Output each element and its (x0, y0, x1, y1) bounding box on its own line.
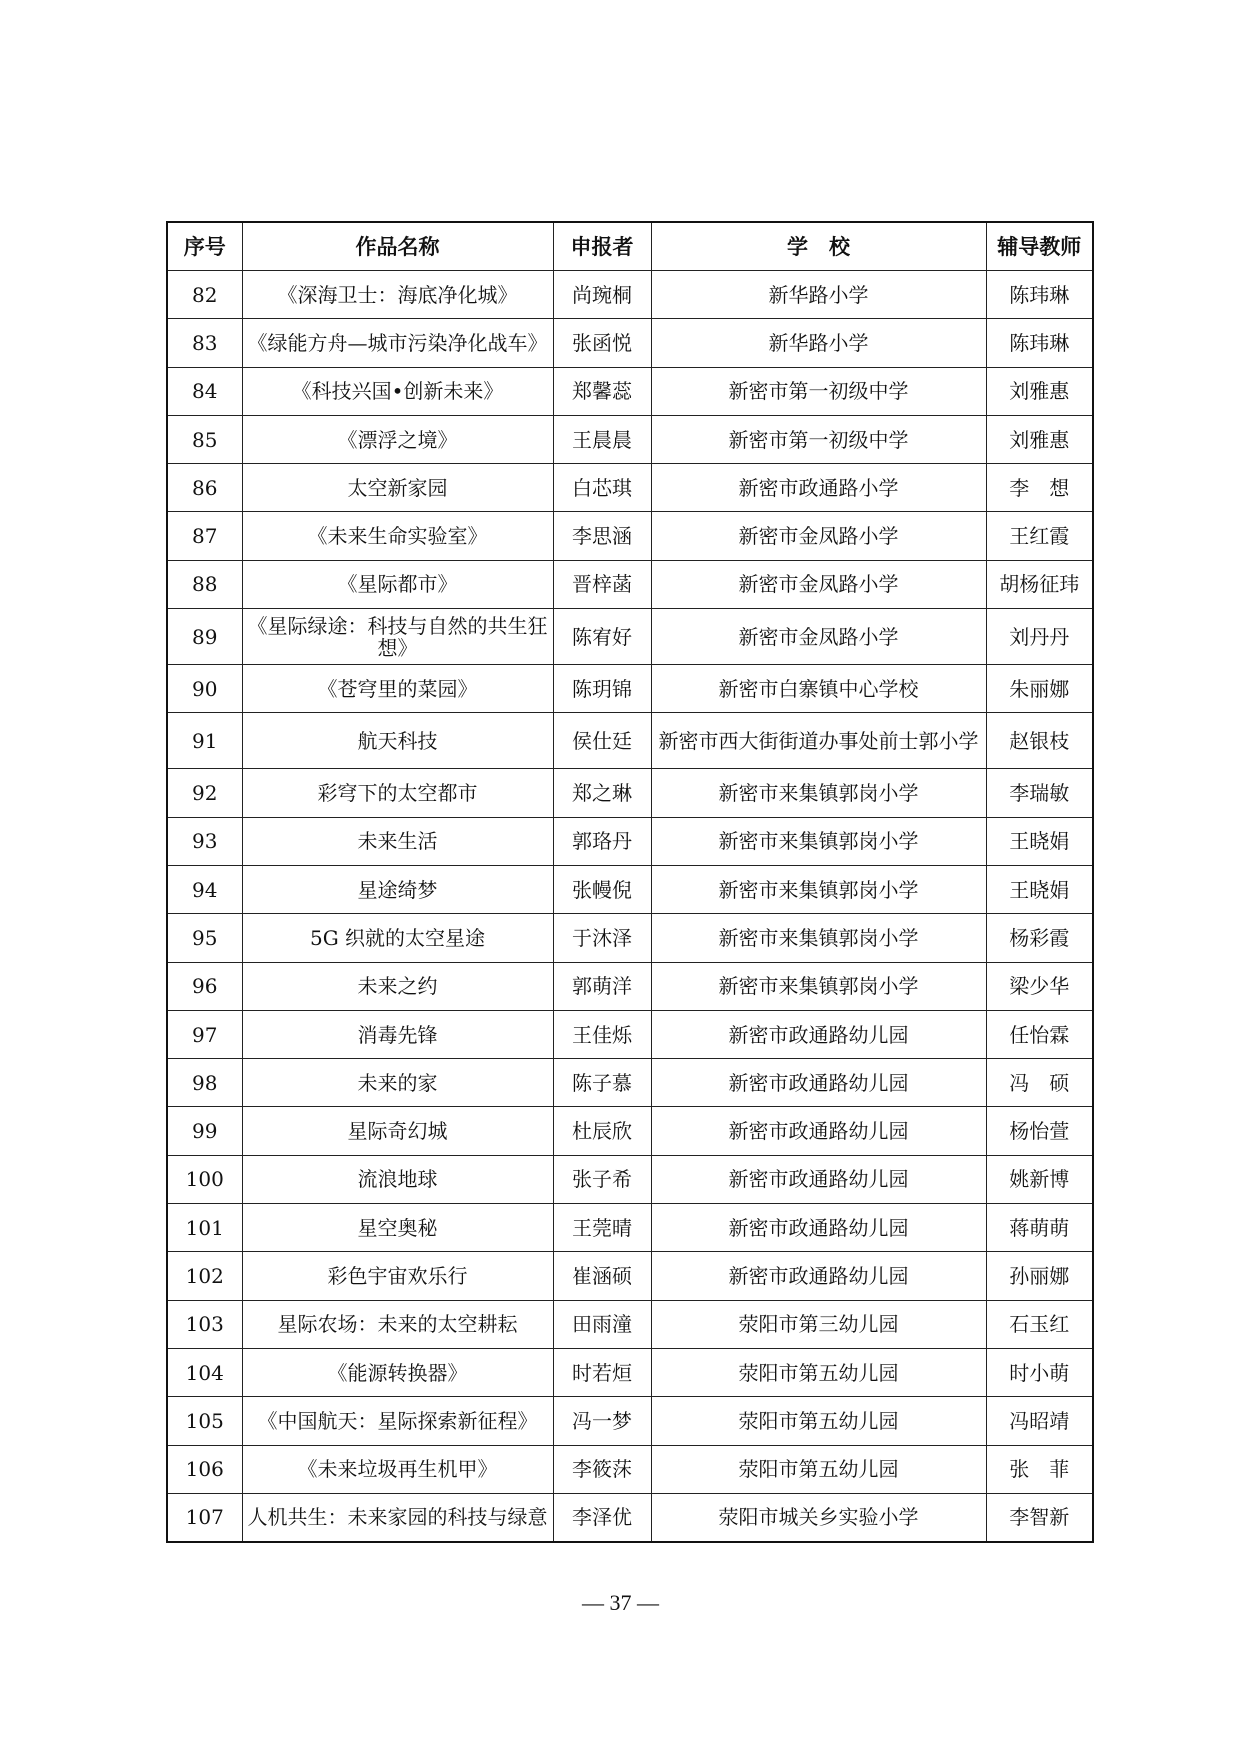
cell-index: 97 (167, 1010, 242, 1058)
cell-school: 新密市政通路幼儿园 (651, 1059, 986, 1107)
cell-index: 90 (167, 665, 242, 713)
cell-teacher: 姚新博 (986, 1155, 1093, 1203)
cell-applicant: 尚琬桐 (553, 271, 651, 319)
page-number: — 37 — (582, 1590, 659, 1615)
cell-school: 新密市政通路幼儿园 (651, 1204, 986, 1252)
cell-work-title: 《漂浮之境》 (242, 415, 553, 463)
cell-work-title: 彩穹下的太空都市 (242, 769, 553, 817)
header-work-title: 作品名称 (242, 222, 553, 271)
cell-applicant: 王莞晴 (553, 1204, 651, 1252)
cell-work-title: 《未来生命实验室》 (242, 512, 553, 560)
cell-school: 荥阳市第三幼儿园 (651, 1300, 986, 1348)
table-row (167, 1155, 1093, 1203)
table-body (167, 271, 1093, 1542)
cell-applicant: 陈玥锦 (553, 665, 651, 713)
cell-work-title: 彩色宇宙欢乐行 (242, 1252, 553, 1300)
cell-teacher: 刘丹丹 (986, 609, 1093, 665)
cell-index: 83 (167, 319, 242, 367)
cell-index: 96 (167, 962, 242, 1010)
cell-applicant: 张子希 (553, 1155, 651, 1203)
cell-school: 新密市第一初级中学 (651, 415, 986, 463)
cell-applicant: 李泽优 (553, 1493, 651, 1541)
cell-school: 荥阳市第五幼儿园 (651, 1397, 986, 1445)
cell-school: 新密市政通路幼儿园 (651, 1010, 986, 1058)
cell-teacher: 张 菲 (986, 1445, 1093, 1493)
cell-index: 100 (167, 1155, 242, 1203)
cell-school: 新密市政通路幼儿园 (651, 1107, 986, 1155)
cell-teacher: 陈玮琳 (986, 319, 1093, 367)
table-row (167, 769, 1093, 817)
cell-applicant: 郭萌洋 (553, 962, 651, 1010)
table-row (167, 464, 1093, 512)
cell-index: 98 (167, 1059, 242, 1107)
cell-teacher: 李 想 (986, 464, 1093, 512)
header-row (167, 222, 1093, 271)
cell-work-title: 未来的家 (242, 1059, 553, 1107)
cell-work-title: 《苍穹里的菜园》 (242, 665, 553, 713)
header-school: 学 校 (651, 222, 986, 271)
awards-table (166, 221, 1094, 1543)
header-applicant: 申报者 (553, 222, 651, 271)
cell-applicant: 张幔倪 (553, 865, 651, 913)
cell-work-title: 航天科技 (242, 713, 553, 769)
cell-school: 新华路小学 (651, 319, 986, 367)
cell-index: 99 (167, 1107, 242, 1155)
cell-work-title: 《星际都市》 (242, 560, 553, 608)
cell-teacher: 冯昭靖 (986, 1397, 1093, 1445)
table-row (167, 415, 1093, 463)
cell-teacher: 李瑞敏 (986, 769, 1093, 817)
cell-applicant: 郑之琳 (553, 769, 651, 817)
table-row (167, 713, 1093, 769)
cell-work-title: 星途绮梦 (242, 865, 553, 913)
cell-work-title: 未来之约 (242, 962, 553, 1010)
cell-school: 新密市政通路幼儿园 (651, 1252, 986, 1300)
cell-index: 82 (167, 271, 242, 319)
cell-teacher: 李智新 (986, 1493, 1093, 1541)
cell-school: 新密市西大街街道办事处前士郭小学 (651, 713, 986, 769)
cell-work-title: 未来生活 (242, 817, 553, 865)
cell-school: 新密市来集镇郭岗小学 (651, 769, 986, 817)
cell-applicant: 侯仕廷 (553, 713, 651, 769)
cell-applicant: 郭珞丹 (553, 817, 651, 865)
cell-applicant: 时若烜 (553, 1348, 651, 1396)
table-row (167, 865, 1093, 913)
cell-applicant: 于沐泽 (553, 914, 651, 962)
cell-teacher: 刘雅惠 (986, 415, 1093, 463)
cell-applicant: 白芯琪 (553, 464, 651, 512)
table-row (167, 271, 1093, 319)
cell-applicant: 田雨潼 (553, 1300, 651, 1348)
table-row (167, 560, 1093, 608)
cell-index: 86 (167, 464, 242, 512)
cell-applicant: 王晨晨 (553, 415, 651, 463)
cell-teacher: 蒋萌萌 (986, 1204, 1093, 1252)
cell-work-title: 《未来垃圾再生机甲》 (242, 1445, 553, 1493)
table-row (167, 914, 1093, 962)
cell-applicant: 李筱莯 (553, 1445, 651, 1493)
cell-work-title: 流浪地球 (242, 1155, 553, 1203)
cell-applicant: 崔涵硕 (553, 1252, 651, 1300)
cell-work-title: 《能源转换器》 (242, 1348, 553, 1396)
cell-applicant: 晋梓菡 (553, 560, 651, 608)
table-row (167, 1397, 1093, 1445)
table-row (167, 1252, 1093, 1300)
cell-teacher: 孙丽娜 (986, 1252, 1093, 1300)
cell-work-title: 5G 织就的太空星途 (242, 914, 553, 962)
table-row (167, 665, 1093, 713)
cell-index: 101 (167, 1204, 242, 1252)
cell-work-title: 人机共生：未来家园的科技与绿意 (242, 1493, 553, 1541)
cell-index: 103 (167, 1300, 242, 1348)
table-row (167, 1107, 1093, 1155)
cell-applicant: 张函悦 (553, 319, 651, 367)
cell-index: 89 (167, 609, 242, 665)
cell-work-title: 消毒先锋 (242, 1010, 553, 1058)
cell-school: 新密市来集镇郭岗小学 (651, 962, 986, 1010)
cell-teacher: 时小萌 (986, 1348, 1093, 1396)
table-row (167, 319, 1093, 367)
cell-school: 荥阳市第五幼儿园 (651, 1348, 986, 1396)
cell-index: 92 (167, 769, 242, 817)
cell-applicant: 郑馨蕊 (553, 367, 651, 415)
cell-teacher: 陈玮琳 (986, 271, 1093, 319)
cell-work-title: 《星际绿途：科技与自然的共生狂想》 (242, 609, 553, 665)
table-row (167, 609, 1093, 665)
table-row (167, 1204, 1093, 1252)
cell-index: 104 (167, 1348, 242, 1396)
table-row (167, 1300, 1093, 1348)
cell-work-title: 星际农场：未来的太空耕耘 (242, 1300, 553, 1348)
cell-school: 新密市政通路幼儿园 (651, 1155, 986, 1203)
table-row (167, 962, 1093, 1010)
cell-index: 84 (167, 367, 242, 415)
cell-teacher: 冯 硕 (986, 1059, 1093, 1107)
cell-index: 106 (167, 1445, 242, 1493)
cell-index: 87 (167, 512, 242, 560)
cell-work-title: 太空新家园 (242, 464, 553, 512)
table-row (167, 817, 1093, 865)
table-row (167, 367, 1093, 415)
cell-school: 荥阳市城关乡实验小学 (651, 1493, 986, 1541)
cell-school: 新密市政通路小学 (651, 464, 986, 512)
cell-teacher: 朱丽娜 (986, 665, 1093, 713)
cell-work-title: 星际奇幻城 (242, 1107, 553, 1155)
cell-work-title: 《深海卫士：海底净化城》 (242, 271, 553, 319)
cell-teacher: 王晓娟 (986, 817, 1093, 865)
cell-teacher: 刘雅惠 (986, 367, 1093, 415)
cell-work-title: 星空奥秘 (242, 1204, 553, 1252)
cell-school: 新密市金凤路小学 (651, 512, 986, 560)
cell-index: 88 (167, 560, 242, 608)
cell-index: 95 (167, 914, 242, 962)
cell-school: 新密市来集镇郭岗小学 (651, 817, 986, 865)
cell-work-title: 《科技兴国•创新未来》 (242, 367, 553, 415)
table-header (167, 222, 1093, 271)
cell-teacher: 石玉红 (986, 1300, 1093, 1348)
cell-school: 新密市来集镇郭岗小学 (651, 914, 986, 962)
cell-teacher: 赵银枝 (986, 713, 1093, 769)
cell-applicant: 李思涵 (553, 512, 651, 560)
table-row (167, 512, 1093, 560)
cell-school: 荥阳市第五幼儿园 (651, 1445, 986, 1493)
cell-work-title: 《绿能方舟—城市污染净化战车》 (242, 319, 553, 367)
cell-teacher: 杨彩霞 (986, 914, 1093, 962)
cell-teacher: 王红霞 (986, 512, 1093, 560)
table-row (167, 1010, 1093, 1058)
header-index: 序号 (167, 222, 242, 271)
cell-work-title: 《中国航天：星际探索新征程》 (242, 1397, 553, 1445)
table-row (167, 1493, 1093, 1541)
cell-school: 新密市金凤路小学 (651, 609, 986, 665)
cell-school: 新密市来集镇郭岗小学 (651, 865, 986, 913)
cell-index: 105 (167, 1397, 242, 1445)
cell-teacher: 杨怡萱 (986, 1107, 1093, 1155)
table-row (167, 1059, 1093, 1107)
cell-applicant: 王佳烁 (553, 1010, 651, 1058)
cell-school: 新密市金凤路小学 (651, 560, 986, 608)
header-teacher: 辅导教师 (986, 222, 1093, 271)
cell-applicant: 杜辰欣 (553, 1107, 651, 1155)
cell-applicant: 陈子慕 (553, 1059, 651, 1107)
cell-index: 85 (167, 415, 242, 463)
cell-index: 102 (167, 1252, 242, 1300)
cell-school: 新密市第一初级中学 (651, 367, 986, 415)
cell-teacher: 胡杨征玮 (986, 560, 1093, 608)
cell-school: 新华路小学 (651, 271, 986, 319)
cell-teacher: 任怡霖 (986, 1010, 1093, 1058)
cell-index: 107 (167, 1493, 242, 1541)
cell-applicant: 陈宥好 (553, 609, 651, 665)
table-row (167, 1348, 1093, 1396)
cell-index: 91 (167, 713, 242, 769)
cell-index: 93 (167, 817, 242, 865)
cell-index: 94 (167, 865, 242, 913)
cell-teacher: 王晓娟 (986, 865, 1093, 913)
cell-school: 新密市白寨镇中心学校 (651, 665, 986, 713)
cell-applicant: 冯一梦 (553, 1397, 651, 1445)
cell-teacher: 梁少华 (986, 962, 1093, 1010)
table-row (167, 1445, 1093, 1493)
